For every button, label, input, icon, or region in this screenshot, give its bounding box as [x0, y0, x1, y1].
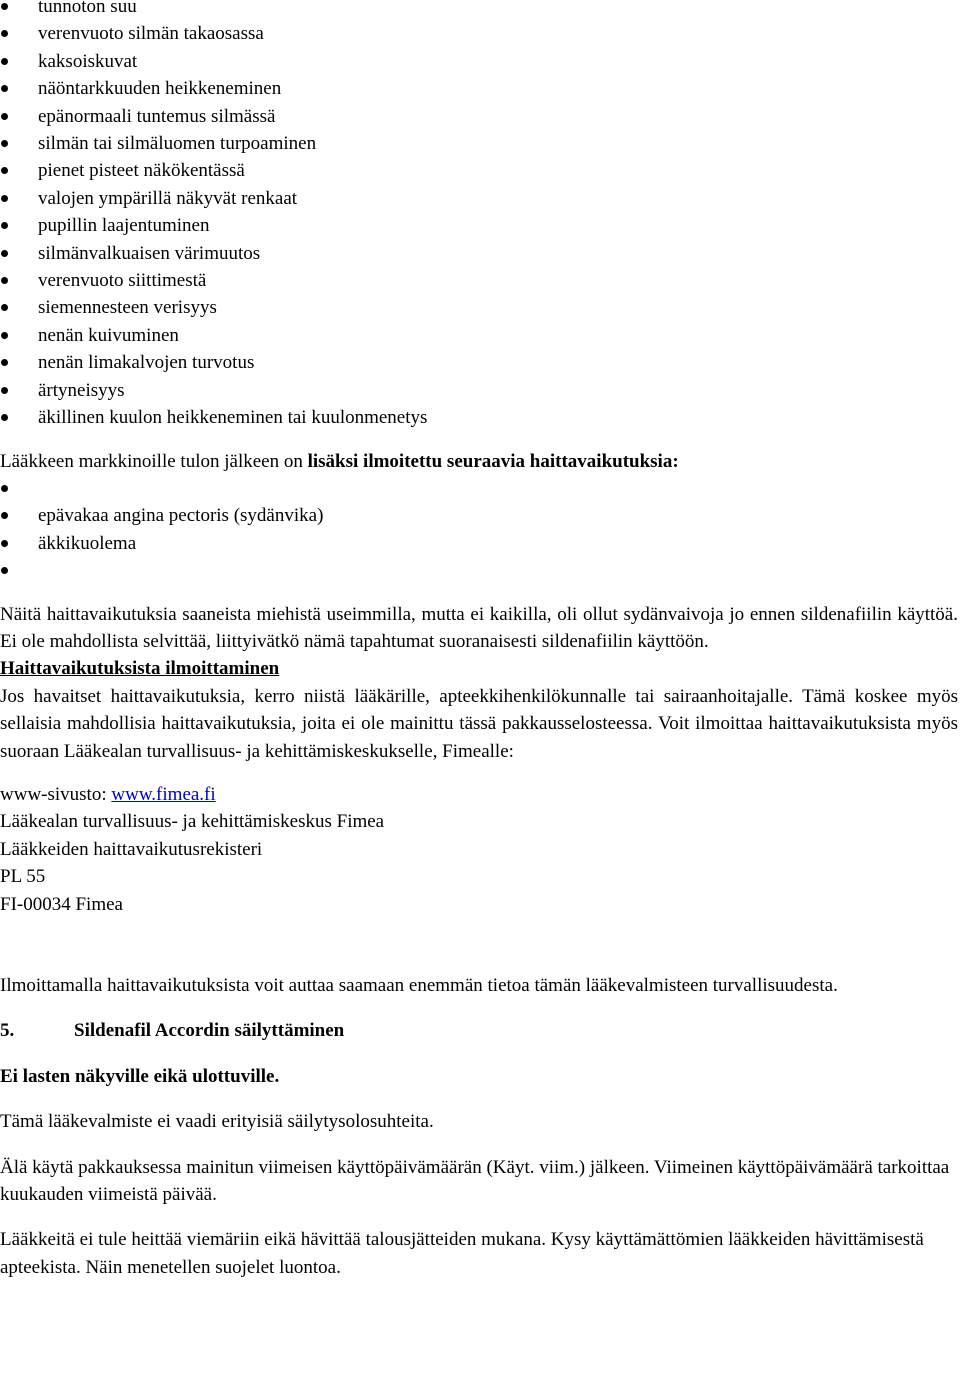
list-item [0, 212, 958, 239]
address-line-4: FI-00034 Fimea [0, 893, 123, 915]
post-marketing-intro [0, 448, 958, 475]
list-item [0, 130, 958, 157]
address-line-3: PL 55 [0, 866, 46, 888]
address-line-2: Lääkkeiden haittavaikutusrekisteri [0, 838, 263, 860]
post-marketing-list [0, 475, 958, 585]
list-item-text: nenän kuivuminen [38, 324, 179, 346]
list-item [0, 475, 958, 502]
list-item-text: valojen ympärillä näkyvät renkaat [38, 187, 298, 209]
section-5-heading [0, 1017, 958, 1044]
post-marketing-intro-bold: lisäksi ilmoitettu seuraavia haittavaikutuksia: [307, 450, 679, 472]
list-item-text: äkillinen kuulon heikkeneminen tai kuulonmenetys [38, 407, 428, 429]
list-item [0, 75, 958, 102]
list-item-text: epänormaali tuntemus silmässä [38, 105, 276, 127]
list-item [0, 377, 958, 404]
list-item [0, 48, 958, 75]
list-item-text: näöntarkkuuden heikkeneminen [38, 78, 282, 100]
post-marketing-intro-plain: Lääkkeen markkinoille tulon jälkeen on [0, 450, 308, 472]
reporting-text: Jos havaitset haittavaikutuksia, kerro niistä lääkärille, apteekkihenkilökunnalle tai sairaanhoitajalle. Tämä koskee myös sellaisia mahdollisia haittavaikutuksia, joita ei ole mainittu tässä pakkausselosteessa. Voit ilmoittaa haittavaikutuksista myös suoraan Lääkealan turvallisuus- ja kehittämiskeskukselle, Fimealle: [0, 685, 958, 762]
list-item-text: siemennesteen verisyys [38, 297, 217, 319]
address-line-1: Lääkealan turvallisuus- ja kehittämiskeskus Fimea [0, 811, 385, 833]
section-title: Sildenafil Accordin säilyttäminen [74, 1020, 345, 1042]
list-item [0, 530, 958, 557]
website-line [0, 781, 958, 808]
list-item [0, 20, 958, 47]
list-item-text: äkkikuolema [38, 532, 137, 554]
list-item-text: silmän tai silmäluomen turpoaminen [38, 133, 317, 155]
disposal-paragraph: Lääkkeitä ei tule heittää viemäriin eikä hävittää talousjätteiden mukana. Kysy käyttämättömien lääkkeiden hävittämisestä apteekista. Näin menetellen suojelet luontoa. [0, 1229, 924, 1278]
list-item-text: epävakaa angina pectoris (sydänvika) [38, 505, 324, 527]
storage-conditions: Tämä lääkevalmiste ei vaadi erityisiä säilytysolosuhteita. [0, 1111, 434, 1133]
reporting-closing: Ilmoittamalla haittavaikutuksista voit auttaa saamaan enemmän tietoa tämän lääkevalmisteen turvallisuudesta. [0, 974, 838, 996]
children-warning: Ei lasten näkyville eikä ulottuville. [0, 1065, 280, 1087]
side-effects-list [0, 0, 958, 432]
list-item [0, 404, 958, 431]
note-paragraph: Näitä haittavaikutuksia saaneista miehistä useimmilla, mutta ei kaikilla, oli ollut sydänvaivoja jo ennen sildenafiilin käyttöä. Ei ole mahdollista selvittää, liittyivätkö nämä tapahtumat suoranaisesti sildenafiilin käyttöön. [0, 603, 958, 652]
list-item-text: silmänvalkuaisen värimuutos [38, 242, 261, 264]
list-item-text: nenän limakalvojen turvotus [38, 352, 255, 374]
list-item-text: verenvuoto siittimestä [38, 270, 207, 292]
list-item [0, 502, 958, 529]
list-item [0, 294, 958, 321]
list-item [0, 240, 958, 267]
list-item [0, 349, 958, 376]
list-item-text: kaksoiskuvat [38, 50, 138, 72]
list-item [0, 185, 958, 212]
list-item [0, 0, 958, 20]
reporting-heading: Haittavaikutuksista ilmoittaminen [0, 658, 280, 680]
list-item [0, 267, 958, 294]
fimea-link[interactable]: www.fimea.fi [111, 783, 216, 805]
list-item [0, 322, 958, 349]
list-item [0, 157, 958, 184]
list-item-text: pienet pisteet näkökentässä [38, 160, 245, 182]
website-label: www-sivusto: [0, 783, 112, 805]
section-number: 5. [0, 1020, 15, 1042]
expiry-paragraph: Älä käytä pakkauksessa mainitun viimeisen käyttöpäivämäärän (Käyt. viim.) jälkeen. Viimeinen käyttöpäivämäärä tarkoittaa kuukauden viimeistä päivää. [0, 1156, 950, 1205]
list-item [0, 103, 958, 130]
list-item [0, 557, 958, 584]
list-item-text: tunnoton suu [38, 0, 137, 17]
list-item-text: ärtyneisyys [38, 379, 125, 401]
list-item-text: verenvuoto silmän takaosassa [38, 23, 264, 45]
list-item-text: pupillin laajentuminen [38, 215, 210, 237]
